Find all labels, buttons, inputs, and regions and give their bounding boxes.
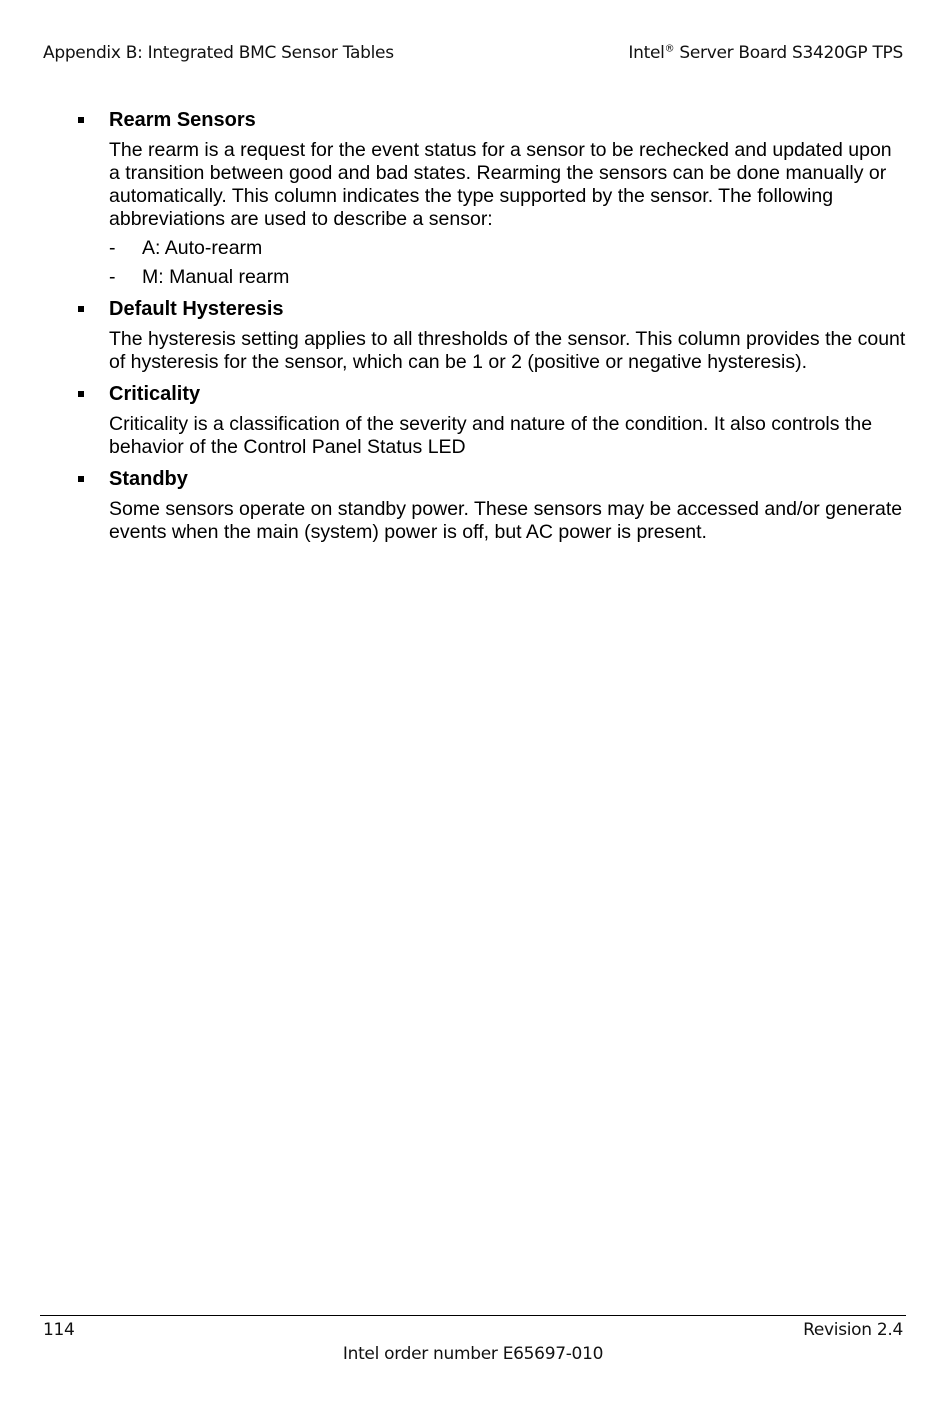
section-title: Rearm Sensors — [109, 109, 256, 131]
section-paragraph: The rearm is a request for the event status for a sensor to be rechecked and updated upon a transition between good and bad states. Rearming the sensors can be done manually or automatically. This column indicates the type supported by the sensor. The following abbreviations are used to describe a sensor: — [109, 139, 892, 230]
list-item-text: A: Auto-rearm — [142, 237, 263, 259]
document-title: Server Board S3420GP TPS — [674, 43, 903, 63]
list-item — [109, 237, 906, 260]
square-bullet-icon — [76, 109, 109, 133]
square-bullet-icon — [76, 468, 109, 492]
dash-bullet: - — [109, 237, 116, 259]
square-bullet-icon — [76, 383, 109, 407]
dash-bullet: - — [109, 266, 116, 288]
section-title: Standby — [109, 468, 188, 490]
revision-label: Revision 2.4 — [803, 1320, 903, 1340]
brand-name: Intel — [628, 43, 665, 63]
running-header-left: Appendix B: Integrated BMC Sensor Tables — [43, 43, 394, 63]
section-title: Criticality — [109, 383, 201, 405]
footer-divider — [40, 1315, 906, 1316]
registered-mark: ® — [664, 43, 675, 55]
section-default-hysteresis — [76, 297, 906, 374]
section-standby — [76, 467, 906, 544]
running-header-right — [628, 43, 903, 63]
section-title: Default Hysteresis — [109, 298, 284, 320]
section-rearm-sensors — [76, 108, 906, 289]
square-bullet-icon — [76, 298, 109, 322]
section-criticality — [76, 382, 906, 459]
page-body — [76, 108, 906, 552]
order-number: Intel order number E65697-010 — [342, 1344, 604, 1364]
list-item-text: M: Manual rearm — [142, 266, 290, 288]
section-paragraph: Some sensors operate on standby power. These sensors may be accessed and/or generate events when the main (system) power is off, but AC power is present. — [109, 498, 903, 543]
list-item — [109, 266, 906, 289]
section-paragraph: The hysteresis setting applies to all thresholds of the sensor. This column provides the count of hysteresis for the sensor, which can be 1 or 2 (positive or negative hysteresis). — [109, 328, 906, 373]
page-number: 114 — [43, 1320, 75, 1340]
section-paragraph: Criticality is a classification of the severity and nature of the condition. It also controls the behavior of the Control Panel Status LED — [109, 413, 873, 458]
